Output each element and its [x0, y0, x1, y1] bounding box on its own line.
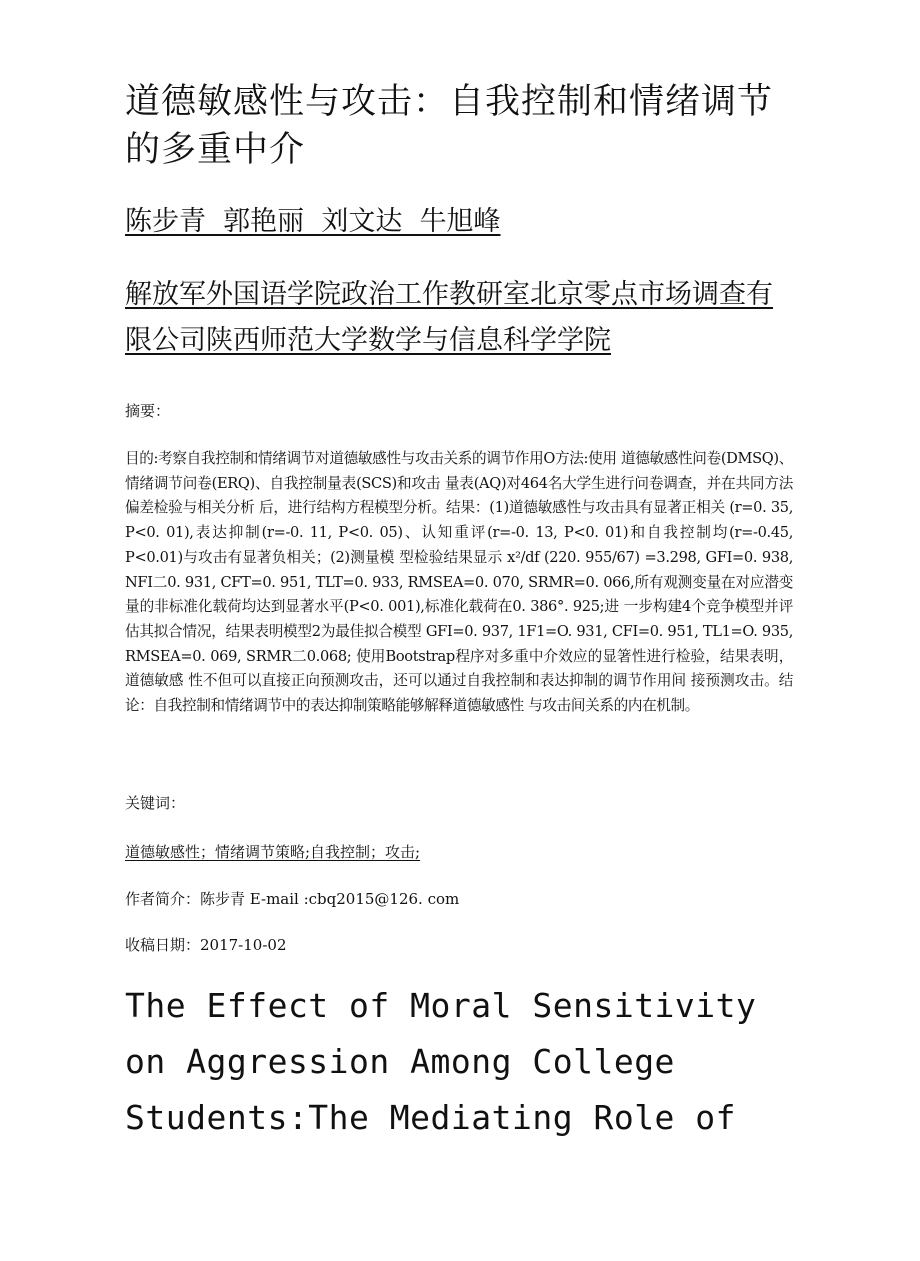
abstract-text: 目的:考察自我控制和情绪调节对道德敏感性与攻击关系的调节作用O方法:使用 道德敏感性问卷(DMSQ)、情绪调节问卷(ERQ)、自我控制量表(SCS)和攻击 量表(AQ)对464名大学生进行问卷调查，并在共同方法偏差检验与相关分析 后，进行结构方程模型分析。结果：(1)道德敏感性与攻击具有显著正相关 (r=0. 35, P<0. 01),表达抑制(r=-0. 11, P<0. 05)、认知重评(r=-0. 13, P<0. 01)和自我控制均(r=-0.45, P<0.01)与攻击有显著负相关；(2)测量模 型检验结果显示 x²/df (220. 955/67) =3.298, GFI=0. 938, NFI二0. 931, CFT=0. 951, TLT=0. 933, RMSEA=0. 070, SRMR=0. 066,所有观测变量在对应潜变 量的非标准化载荷均达到显著水平(P<0. 001),标准化载荷在0. 386°. 925;进 一步构建4个竞争模型并评估其拟合情况，结果表明模型2为最佳拟合模型 GFI=0. 937, 1F1=O. 931, CFI=0. 951, TL1=O. 935, RMSEA=0. 069, SRMR二0.068; 使用Bootstrap程序对多重中介效应的显箸性进行检验，结果表明，道德敏感 性不但可以直接正向预测攻击，还可以通过自我控制和表达抑制的调节作用间 接预测攻击。结论：自我控制和情绪调节中的表达抑制策略能够解释道德敏感性 与攻击间关系的内在机制。 [125, 450, 793, 715]
keywords-label: 关键词： [125, 794, 186, 812]
english-title: The Effect of Moral Sensitivity on Aggression Among College Students:The Mediating Role of [125, 986, 757, 1137]
author-intro: 作者简介：陈步青 E-mail :cbq2015@126. com [125, 890, 460, 908]
author-affiliation: 解放军外国语学院政治工作教研室北京零点市场调查有限公司陕西师范大学数学与信息科学学院 [125, 279, 773, 356]
keywords-list: 道德敏感性；情绪调节策略;自我控制；攻击; [125, 843, 421, 861]
author-list: 陈步青 郭艳丽 刘文达 牛旭峰 [125, 206, 501, 237]
paper-title: 道德敏感性与攻击：自我控制和情绪调节的多重中介 [125, 82, 774, 170]
received-date: 收稿日期：2017-10-02 [125, 936, 287, 954]
abstract-label: 摘要： [125, 402, 171, 420]
